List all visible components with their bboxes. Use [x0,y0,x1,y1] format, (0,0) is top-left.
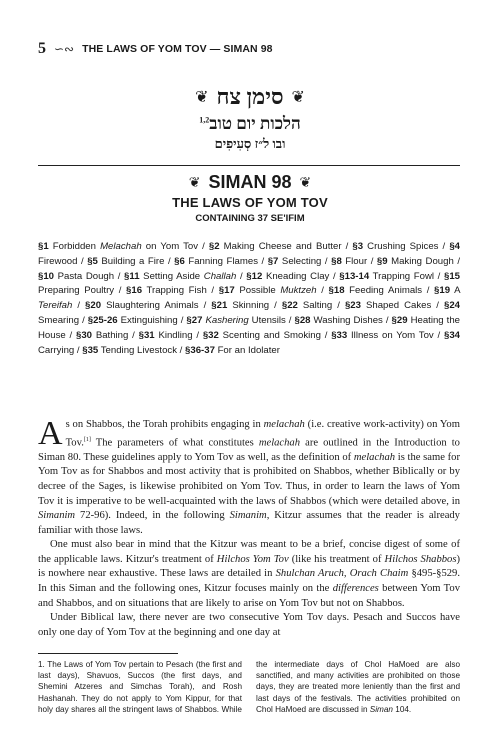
section-number: §8 [331,255,342,267]
text-run: (i.e. creative work-activity) on Yom Tov. [65,419,460,449]
text-run: 104. [393,704,412,714]
text-run: (like his treatment of [288,553,385,565]
toc-entry [139,330,203,341]
toc-entry [203,330,331,341]
section-title: Trapping Fowl / [369,270,444,282]
toc-entry [268,256,331,267]
section-title: Trapping Fish / [142,285,219,297]
text-run: , Kitzur assumes that the reader is already familiar with those laws. [38,510,460,536]
toc-entry [331,330,444,341]
toc-entry [88,315,187,326]
section-title: Carrying / [38,344,83,356]
section-number: §36-37 [185,344,215,356]
hebrew-laws-footnote-ref: 1,2 [199,115,210,125]
section-number: §10 [38,270,55,282]
section-number: §16 [126,285,143,297]
section-number: §22 [281,300,298,312]
text-run: ) is nowhere near exhaustive. These laws are detailed in [38,553,460,580]
toc-entry [209,241,353,252]
text-run: Under Biblical law, there never are two consecutive Yom Tov days. Pesach and Succos have only one day of Yom Tov at the beginning and one day at [38,612,460,638]
title-divider [38,165,460,166]
section-number: §12 [246,270,263,282]
text-run: §495-§529. In this Siman and the following ones, Kitzur focuses mainly on the [38,568,461,595]
italic-term: Hilchos Shabbos [384,553,457,565]
section-number: §30 [76,329,93,341]
toc-entry [185,345,280,356]
toc-entry [345,300,444,311]
text-run: One must also bear in mind that the Kitzur was meant to be a brief, concise digest of some of the applicable laws. Kitzur's treatment of [38,539,460,565]
section-title: Slaughtering Animals / [101,300,212,312]
section-number: §7 [267,255,279,267]
toc-entry [38,241,209,252]
english-siman-title [189,172,312,193]
section-title-tail: / [72,300,86,312]
section-number: §19 [434,285,451,297]
section-number: §5 [87,255,98,267]
section-title-term: Muktzeh [280,285,317,297]
section-title-term: Tereifah [38,300,73,312]
section-title: Possible [234,285,281,297]
english-siman-text: SIMAN 98 [208,172,292,192]
section-title: Making Cheese and Butter / [219,241,353,252]
hebrew-laws-title [0,114,500,134]
italic-term: melachah [353,451,396,463]
section-number: §9 [376,255,388,267]
section-number: §17 [218,285,235,297]
section-number: §24 [444,300,461,312]
section-title: Forbidden [48,241,101,252]
footnote-1 [38,659,460,715]
section-number: §3 [352,241,364,252]
section-number: §31 [138,329,155,341]
toc-entry [85,300,211,311]
section-number: §28 [294,314,311,326]
toc-entry [174,256,268,267]
section-title-term: Kashering [205,314,249,326]
section-number: §34 [443,329,460,341]
english-title-block [0,172,500,224]
section-title: Firewood / [38,255,88,267]
section-number: §32 [202,329,219,341]
section-number: §11 [124,270,140,282]
section-number: §20 [85,300,102,312]
hebrew-seifim-count: ובו ל״ז סְעִיפִים [214,136,286,151]
section-title: Heating the House / [38,314,460,341]
section-title: Setting Aside [139,270,204,282]
italic-term: melachah [263,419,305,430]
italic-term: Shulchan Aruch, Orach Chaim [275,568,409,580]
section-title-term: Challah [203,270,237,282]
section-number: §29 [391,314,408,326]
text-run: 72-96). Indeed, in the following [75,510,230,522]
section-number: §2 [208,241,220,252]
section-title: Pasta Dough / [54,270,125,282]
section-title: For an Idolater [214,344,280,356]
fleuron-icon: ❦ [188,174,201,190]
section-title: Smearing / [38,314,88,326]
section-number: §27 [186,314,203,326]
section-number: §15 [443,270,460,282]
section-title: Making Dough / [387,255,460,267]
toc-entry [211,300,282,311]
toc-entry [82,345,185,356]
main-text [38,415,461,640]
section-title-tail: Utensils / [248,314,295,326]
section-title: Shaped Cakes / [360,300,444,312]
hebrew-siman-text: סימן צח [216,84,284,109]
section-number: §35 [82,344,99,356]
toc-entry [186,315,294,326]
fleuron-icon: ❦ [299,174,312,190]
section-title: A [450,285,461,297]
text-run: The parameters of what constitutes [90,437,259,449]
running-header [38,40,460,58]
italic-term: Simanim [229,510,267,522]
section-title: Skinning / [227,300,282,312]
section-number: §4 [449,241,460,252]
toc-entry [331,256,377,267]
paragraph-1 [38,415,460,538]
hebrew-laws-text: הלכות יום טוב [209,114,301,133]
text-run: s on Shabbos, the Torah prohibits engaging in [65,419,264,430]
italic-term: Simanim [38,510,76,522]
text-run: is the same for Yom Tov as for Shabbos and most activity that is prohibited on Shabbos, whether Biblically or by decree of the Sages, is likewise prohibited on Yom Tov. Thus, in order to learn the laws of Yom Tov it is imperative to be well-acquainted with the laws of Shabbos (which were detailed above, in [38,451,460,507]
section-title: Preparing Poultry / [38,285,127,297]
italic-term: melachah [258,437,301,449]
page-number: 5 [38,40,46,57]
text-run: are outlined in the Introduction to Siman 80. These guidelines apply to Yom Tov as well, as the definition of [38,437,460,463]
italic-term: differences [332,583,379,595]
section-number: §25-26 [87,314,118,326]
italic-term: Siman [369,704,393,714]
toc-entry [295,315,392,326]
section-title: Tending Livestock / [98,344,186,356]
fleuron-icon: ❦ [291,89,305,106]
section-number: §6 [174,255,185,267]
section-summary [38,240,460,358]
paragraph-2 [38,538,460,611]
section-title: Bathing / [92,329,139,341]
toc-entry [76,330,139,341]
section-title-tail: / [316,285,329,297]
toc-entry [329,285,435,296]
italic-term: Hilchos Yom Tov [216,553,289,565]
section-title: Feeding Animals / [344,285,435,297]
toc-entry [87,256,174,267]
section-title-term: Melachah [100,241,142,252]
toc-entry [246,271,339,282]
section-title-tail: / [236,270,247,282]
section-number: §21 [211,300,228,312]
section-number: §1 [38,241,49,252]
footnote-divider [38,653,178,654]
text-run: between Yom Tov and Shabbos, and on situations that are likely to arise on Yom Tov but not on Shabbos. [38,583,461,609]
toc-entry [352,241,449,252]
english-seifim-count: CONTAINING 37 SE'IFIM [195,213,305,224]
hebrew-title-block [0,84,500,152]
section-number: §13-14 [339,270,370,282]
section-title: Selecting / [278,255,332,267]
toc-entry [38,271,124,282]
toc-entry [124,271,246,282]
section-title: Extinguishing / [117,314,187,326]
english-laws-title: THE LAWS OF YOM TOV [172,195,328,210]
section-title: Kindling / [154,329,203,341]
section-title: Salting / [297,300,345,312]
section-title: Crushing Spices / [363,241,450,252]
section-number: §33 [331,329,348,341]
section-title: Flour / [341,255,377,267]
section-number: §18 [328,285,345,297]
toc-entry [126,285,219,296]
text-run: 1. The Laws of Yom Tov pertain to Pesach (the first and last days), Shavuos, Succos (the first days, and Shemini Atzeres and Simchas Torah), and Rosh Hashanah. They do not apply to Yom Kippur, for that holy day shares all the stringent laws of Shabbos. While the intermediate days of Chol HaMoed are also sanctified, and many activities are prohibited on those days, they are treated more leniently than the first and last days of the festivals. The activities prohibited on Chol HaMoed are discussed in [38,660,460,714]
running-title: THE LAWS OF YOM TOV — SIMAN 98 [82,43,273,55]
section-title: Washing Dishes / [310,314,392,326]
toc-entry [219,285,329,296]
section-number: §23 [344,300,361,312]
section-title: Building a Fire / [97,255,175,267]
section-title: Kneading Clay / [262,270,340,282]
section-title: Fanning Flames / [184,255,268,267]
section-title: Illness on Yom Tov / [347,329,444,341]
fleuron-icon: ❦ [195,89,209,106]
toc-entry [339,271,444,282]
toc-entry [377,256,460,267]
flourish-ornament-icon: ∽∾ [54,42,75,56]
footnote-ref: [1] [83,436,91,443]
hebrew-siman-title [195,84,305,110]
paragraph-3 [38,611,460,640]
section-title: Scenting and Smoking / [218,329,332,341]
section-title-tail: on Yom Tov / [141,241,209,252]
toc-entry [282,300,345,311]
drop-cap: A [38,415,63,452]
